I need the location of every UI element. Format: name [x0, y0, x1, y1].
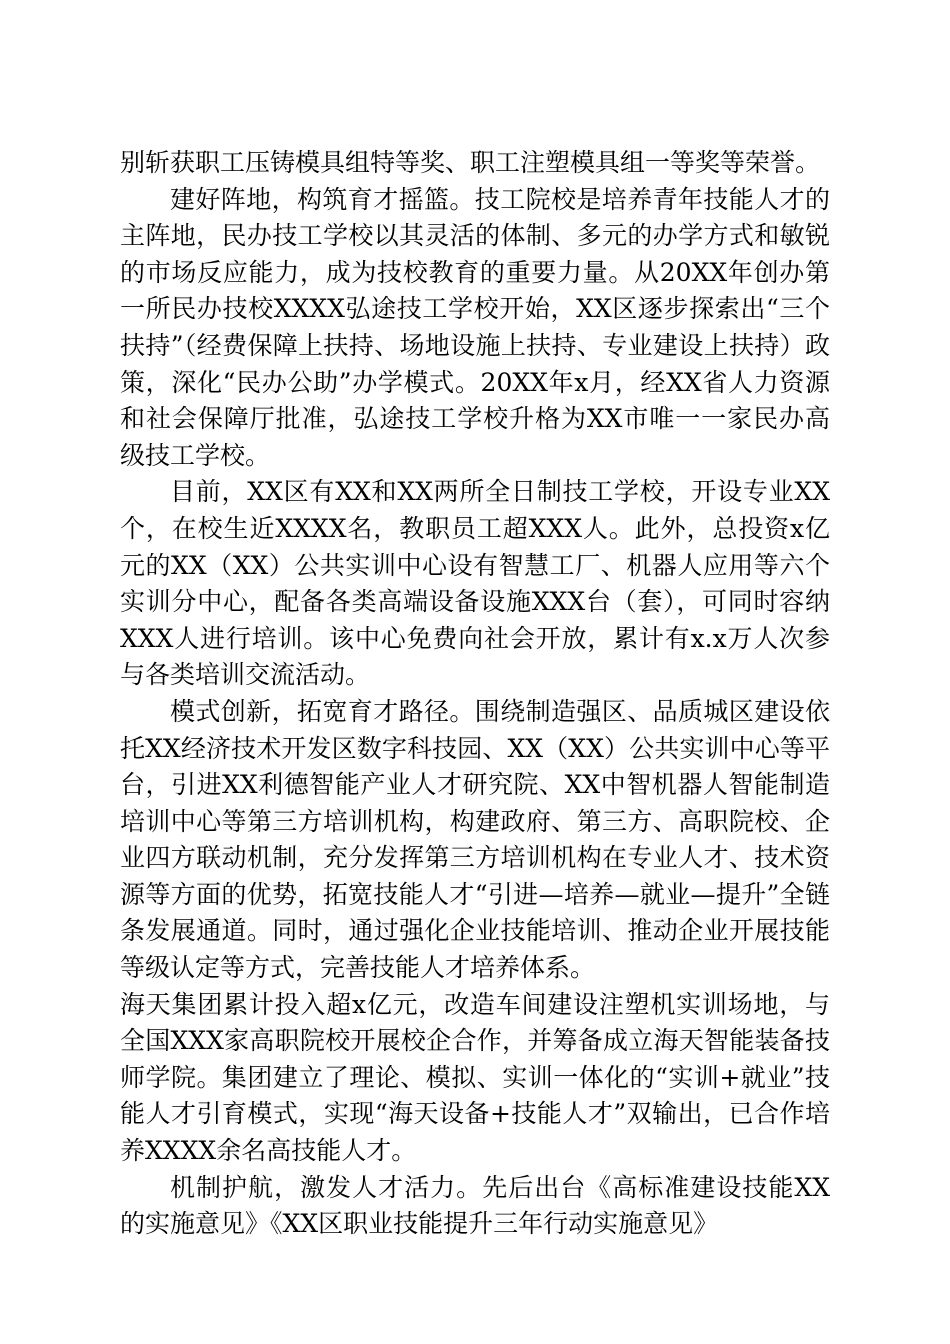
paragraph-mechanism: 机制护航，激发人才活力。先后出台《高标准建设技能XX的实施意见》《XX区职业技能提升三年行动实施意见》 — [120, 1172, 830, 1239]
paragraph-awards-continuation: 别斩获职工压铸模具组特等奖、职工注塑模具组一等奖等荣誉。 — [120, 148, 821, 177]
paragraph-model-innovation: 模式创新，拓宽育才路径。围绕制造强区、品质城区建设依托XX经济技术开发区数字科技园、XX（XX）公共实训中心等平台，引进XX利德智能产业人才研究院、XX中智机器人智能制造培训中心等第三方培训机构，构建政府、第三方、高职院校、企业四方联动机制，充分发挥第三方培训机构在专业人才、技术资源等方面的优势，拓宽技能人才“引进—培养—就业—提升”全链条发展通道。同时，通过强化企业技能培训、推动企业开展技能等级认定等方式，完善技能人才培养体系。 — [120, 696, 830, 983]
paragraph-current-schools: 目前，XX区有XX和XX两所全日制技工学校，开设专业XX个，在校生近XXXX名，教职员工超XXX人。此外，总投资x亿元的XX（XX）公共实训中心设有智慧工厂、机器人应用等六个实训分中心，配备各类高端设备设施XXX台（套），可同时容纳XXX人进行培训。该中心免费向社会开放，累计有x.x万人次参与各类培训交流活动。 — [120, 477, 830, 690]
paragraph-haitian-group: 海天集团累计投入超x亿元，改造车间建设注塑机实训场地，与全国XXX家高职院校开展校企合作，并筹备成立海天智能装备技师学院。集团建立了理论、模拟、实训一体化的“实训+就业”技能人才引育模式，实现“海天设备+技能人才”双输出，已合作培养XXXX余名高技能人才。 — [120, 989, 830, 1166]
paragraph-build-base: 建好阵地，构筑育才摇篮。技工院校是培养青年技能人才的主阵地，民办技工学校以其灵活的体制、多元的办学方式和敏锐的市场反应能力，成为技校教育的重要力量。从20XX年创办第一所民办技校XXXX弘途技工学校开始，XX区逐步探索出“三个扶持”（经费保障上扶持、场地设施上扶持、专业建设上扶持）政策，深化“民办公助”办学模式。20XX年x月，经XX省人力资源和社会保障厅批准，弘途技工学校升格为XX市唯一一家民办高级技工学校。 — [120, 184, 830, 470]
document-body — [120, 145, 830, 1243]
